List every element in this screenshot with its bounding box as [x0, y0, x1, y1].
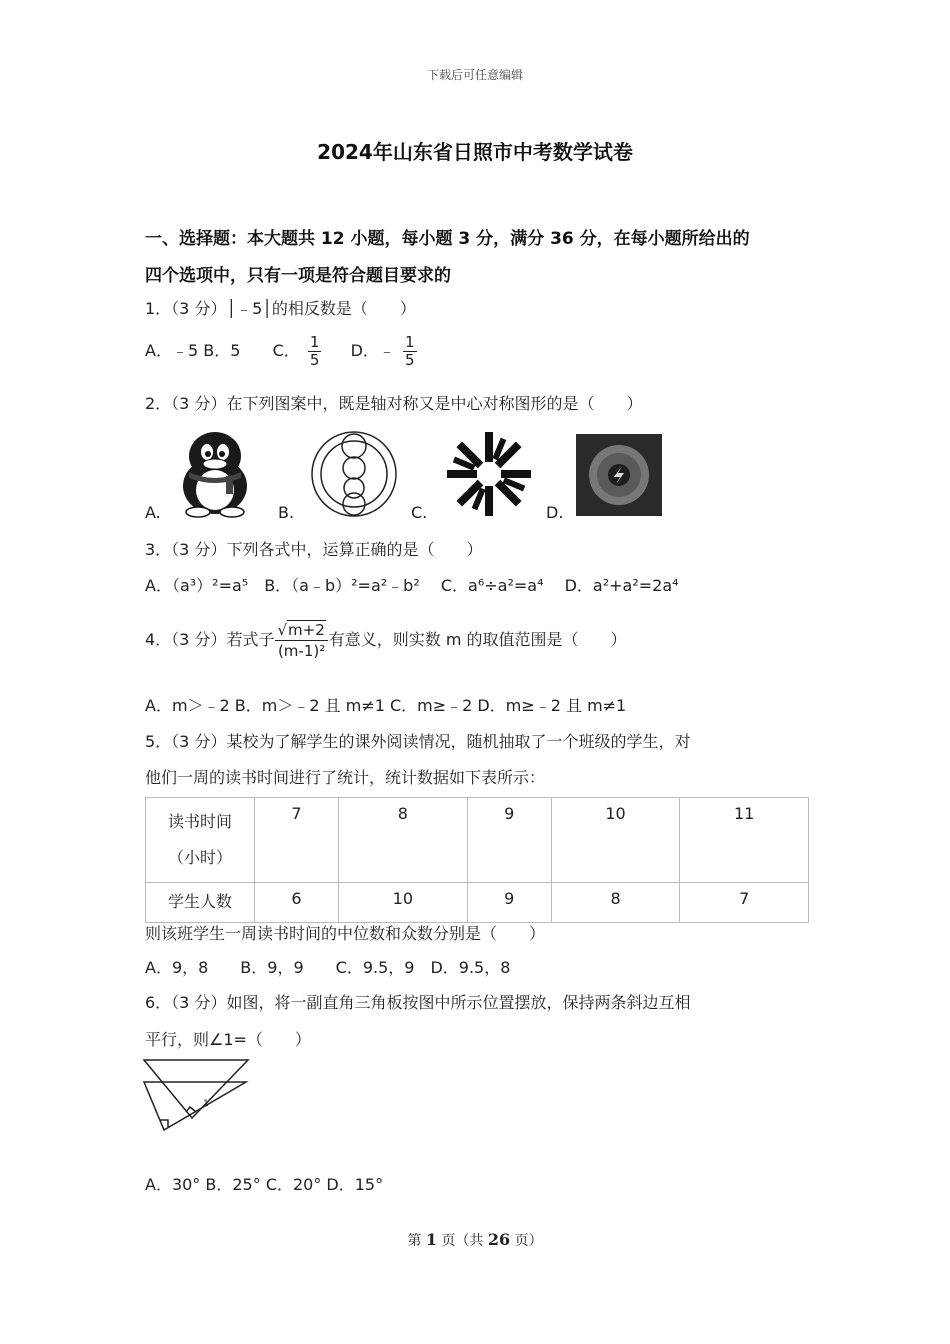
angle-1-label: 1: [203, 1099, 209, 1109]
fraction-denominator: 5: [405, 351, 415, 369]
fraction-numerator: 1: [405, 333, 415, 351]
section-heading-line2: 四个选项中，只有一项是符合题目要求的: [145, 266, 451, 286]
q4-stem-pre: 4．（3 分）若式子: [145, 630, 275, 649]
table-row: [146, 883, 809, 923]
q2-label-a: A.: [145, 503, 161, 522]
table-cell: 10: [551, 798, 680, 883]
q6-options: A．30° B．25° C．20° D．15°: [145, 1175, 384, 1194]
penguin-figure: [174, 430, 256, 518]
q1-option-ab: A．﹣5 B．5: [145, 341, 241, 360]
q5-stem-line2: 他们一周的读书时间进行了统计，统计数据如下表所示：: [145, 768, 546, 787]
row-header-line: （小时）: [167, 848, 232, 867]
q6-stem-line2: 平行，则∠1=（ ）: [145, 1030, 311, 1049]
nested-circles-figure: [309, 430, 399, 518]
table-cell: 9: [467, 883, 551, 923]
footer-middle: 页（共: [441, 1233, 484, 1249]
table-cell: 7: [680, 883, 809, 923]
q4-stem: [145, 620, 627, 661]
q2-label-d: D.: [546, 503, 564, 522]
q2-label-c: C.: [411, 503, 428, 522]
star-emblem-figure: [444, 430, 534, 518]
q1-stem: 1．（3 分）│﹣5│的相反数是（ ）: [145, 299, 416, 318]
fraction-denominator: 5: [309, 351, 320, 369]
q1-option-d-label: D．﹣: [350, 341, 395, 360]
q4-stem-post: 有意义，则实数 m 的取值范围是（ ）: [328, 630, 627, 649]
table-cell: 10: [339, 883, 468, 923]
section-heading-line1: 一、选择题：本大题共 12 小题，每小题 3 分，满分 36 分，在每小题所给出的: [145, 229, 750, 249]
q5-stem-line1: 5．（3 分）某校为了解学生的课外阅读情况，随机抽取了一个班级的学生，对: [145, 732, 691, 751]
total-pages: 26: [487, 1230, 511, 1249]
table-cell: 8: [551, 883, 680, 923]
q4-expression: [275, 620, 327, 661]
fraction-numerator: 1: [309, 333, 320, 351]
table-cell: 9: [467, 798, 551, 883]
row-header-line: 读书时间: [167, 812, 232, 831]
table-cell: 6: [255, 883, 339, 923]
q4-options: A．m＞﹣2 B．m＞﹣2 且 m≠1 C．m≥﹣2 D．m≥﹣2 且 m≠1: [145, 696, 627, 715]
dark-disc-figure: [576, 434, 662, 516]
table-row: [146, 798, 809, 883]
q1-options: [145, 334, 420, 369]
expression-denominator: (m-1)²: [277, 642, 326, 660]
q5-options: A．9，8 B．9，9 C．9.5，9 D．9.5，8: [145, 958, 511, 977]
table-cell: 11: [680, 798, 809, 883]
footer-suffix: 页）: [514, 1233, 543, 1249]
footer-prefix: 第: [407, 1233, 422, 1249]
q2-label-b: B.: [278, 503, 295, 522]
expression-numerator: √m+2: [275, 620, 327, 641]
set-square-figure: [140, 1058, 252, 1136]
row-header-students: 学生人数: [146, 883, 255, 923]
q6-stem-line1: 6．（3 分）如图，将一副直角三角板按图中所示位置摆放，保持两条斜边互相: [145, 993, 691, 1012]
page-footer: [0, 1230, 950, 1250]
q1-option-d-fraction: [403, 334, 417, 369]
q3-stem: 3．（3 分）下列各式中，运算正确的是（ ）: [145, 540, 483, 559]
q2-stem: 2．（3 分）在下列图案中，既是轴对称又是中心对称图形的是（ ）: [145, 394, 643, 413]
radicand: m+2: [288, 621, 325, 639]
row-header-reading-time: [146, 798, 255, 883]
page-header: 下载后可任意编辑: [426, 68, 523, 82]
table-cell: 7: [255, 798, 339, 883]
q1-option-c-label: C．: [272, 341, 300, 360]
q3-options: A．（a³）²=a⁵ B．（a﹣b）²=a²﹣b² C．a⁶÷a²=a⁴ D．a²+a²=2a⁴: [145, 576, 679, 595]
page-number: 1: [425, 1230, 437, 1249]
q1-option-c-fraction: [308, 334, 322, 369]
page-title: 2024年山东省日照市中考数学试卷: [317, 140, 633, 164]
reading-time-table: [145, 797, 809, 923]
q5-stem-line3: 则该班学生一周读书时间的中位数和众数分别是（ ）: [145, 924, 546, 943]
table-cell: 8: [339, 798, 468, 883]
